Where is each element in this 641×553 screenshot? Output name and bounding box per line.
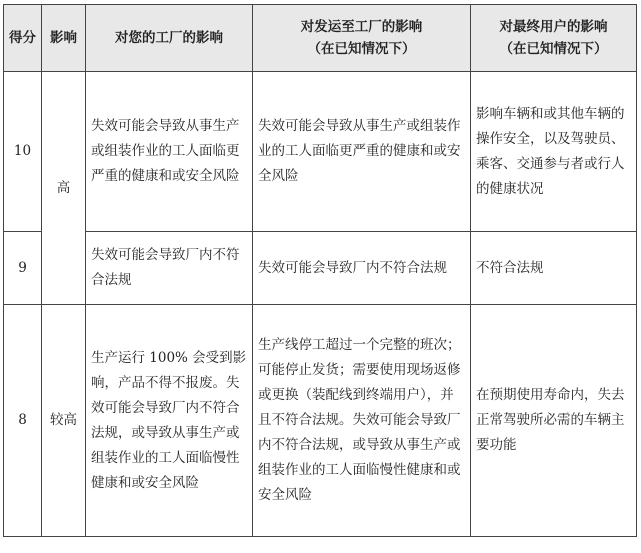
plant-effect-cell: 生产运行 100% 会受到影响，产品不得不报废。失效可能会导致厂内不符合法规，或导致从事生产或组装作业的工人面临慢性健康和或安全风险 — [86, 305, 253, 537]
enduser-effect-cell: 不符合法规 — [471, 232, 637, 305]
impact-cell: 较高 — [42, 305, 86, 537]
table-row-score-9 — [4, 232, 637, 305]
impact-cell: 高 — [42, 72, 86, 305]
score-cell: 8 — [4, 305, 42, 537]
header-impact: 影响 — [42, 5, 86, 72]
plant-effect-cell: 失效可能会导致从事生产或组装作业的工人面临更严重的健康和或安全风险 — [86, 72, 253, 232]
header-plant: 对您的工厂的影响 — [86, 5, 253, 72]
header-shipto-note: （在已知情况下） — [307, 41, 416, 57]
shipto-effect-cell: 失效可能会导致厂内不符合法规 — [253, 232, 471, 305]
table-row-score-8 — [4, 305, 637, 537]
header-enduser — [471, 5, 637, 72]
severity-table — [3, 4, 637, 537]
score-cell: 10 — [4, 72, 42, 232]
score-cell: 9 — [4, 232, 42, 305]
shipto-effect-cell: 生产线停工超过一个完整的班次；可能停止发货；需要使用现场返修或更换（装配线到终端用户），并且不符合法规。失效可能会导致厂内不符合法规，或导致从事生产或组装作业的工人面临慢性健康和或安全风险 — [253, 305, 471, 537]
shipto-effect-cell: 失效可能会导致从事生产或组装作业的工人面临更严重的健康和或安全风险 — [253, 72, 471, 232]
header-row — [4, 5, 637, 72]
enduser-effect-cell: 影响车辆和或其他车辆的操作安全，以及驾驶员、乘客、交通参与者或行人的健康状况 — [471, 72, 637, 232]
header-enduser-note: （在已知情况下） — [499, 41, 608, 57]
header-shipto — [253, 5, 471, 72]
header-shipto-title: 对发运至工厂的影响 — [300, 19, 423, 35]
enduser-effect-cell: 在预期使用寿命内，失去正常驾驶所必需的车辆主要功能 — [471, 305, 637, 537]
header-enduser-title: 对最终用户的影响 — [499, 19, 608, 35]
table-row-score-10 — [4, 72, 637, 232]
plant-effect-cell: 失效可能会导致厂内不符合法规 — [86, 232, 253, 305]
header-score: 得分 — [4, 5, 42, 72]
